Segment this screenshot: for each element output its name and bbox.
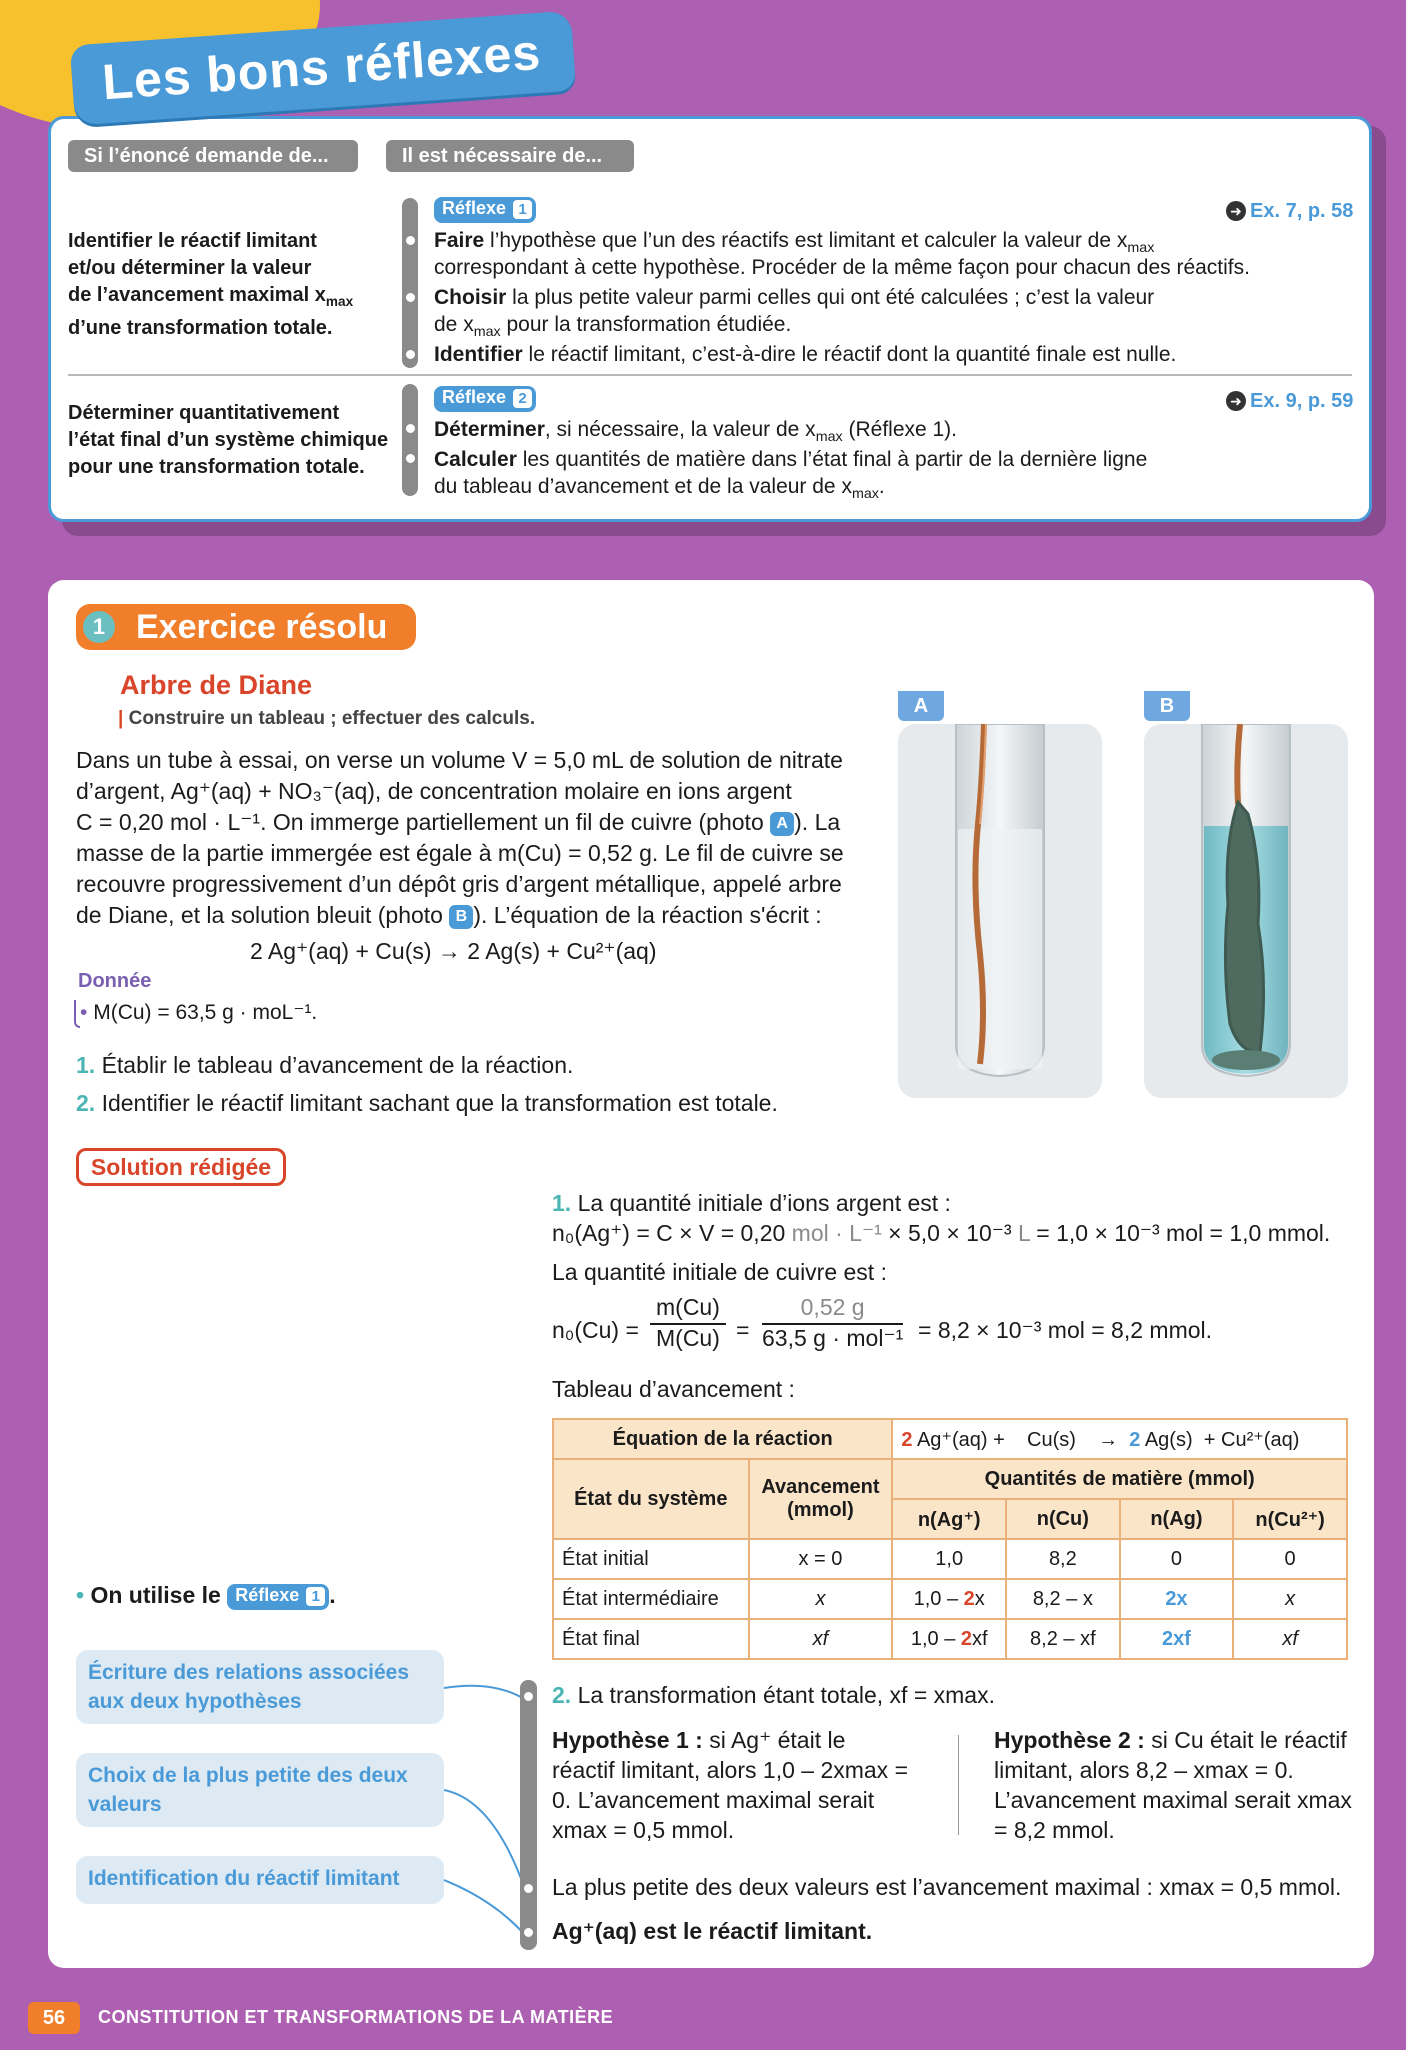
statement-line bbox=[76, 807, 876, 838]
table-cell: 2x bbox=[1120, 1579, 1234, 1619]
reflex2-task-line: Déterminer quantitativement bbox=[68, 402, 340, 424]
statement-line: masse de la partie immergée est égale à m(Cu) = 0,52 g. Le fil de cuivre se bbox=[76, 840, 844, 866]
photo-b[interactable] bbox=[1144, 724, 1348, 1098]
table-cell: 0 bbox=[1120, 1539, 1234, 1579]
state-cell: État final bbox=[553, 1619, 749, 1659]
reflex1-task-text: de l’avancement maximal x bbox=[68, 284, 326, 306]
reflex1-task bbox=[68, 228, 353, 342]
question-number: 2. bbox=[76, 1090, 96, 1116]
table-cell: x bbox=[1233, 1579, 1347, 1619]
photo-a-ref[interactable]: A bbox=[770, 812, 794, 836]
reflex1-badge-label: Réflexe bbox=[442, 198, 507, 218]
equals-sign: = bbox=[736, 1317, 750, 1343]
rail-dot bbox=[524, 1884, 533, 1893]
solution-1-line1 bbox=[552, 1188, 951, 1218]
solution-text: × 5,0 × 10⁻³ bbox=[881, 1220, 1018, 1246]
reflex1-task-line bbox=[68, 282, 353, 315]
column-header: n(Cu²⁺) bbox=[1233, 1499, 1347, 1539]
photo-b-label: B bbox=[1144, 691, 1190, 721]
equation-cell bbox=[892, 1419, 1347, 1459]
solution-text: = 1,0 × 10⁻³ mol = 1,0 mmol. bbox=[1029, 1220, 1331, 1246]
statement-line: recouvre progressivement d’un dépôt gris d’argent métallique, appelé arbre bbox=[76, 871, 842, 897]
step-text: du tableau d’avancement et de la valeur de x bbox=[434, 475, 852, 498]
step-keyword: Identifier bbox=[434, 343, 523, 366]
arrow-right-icon: ➜ bbox=[1226, 201, 1246, 221]
stoich-coef: 2 bbox=[1129, 1428, 1141, 1451]
reflex2-badge-label: Réflexe bbox=[442, 387, 507, 407]
statement-text: ). L’équation de la réaction s'écrit : bbox=[473, 902, 822, 928]
eq-part: Ag⁺(aq) + bbox=[912, 1428, 1005, 1451]
step-text: de x bbox=[434, 313, 474, 336]
eq-part: → bbox=[1098, 1428, 1119, 1451]
hypothesis-divider bbox=[958, 1735, 959, 1835]
advancement-header: Avancement (mmol) bbox=[749, 1459, 893, 1539]
reaction-equation: 2 Ag⁺(aq) + Cu(s) → 2 Ag(s) + Cu²⁺(aq) bbox=[250, 938, 657, 964]
reflex2-step2 bbox=[434, 446, 1334, 473]
reflex1-step1-cont: correspondant à cette hypothèse. Procéder de la même façon pour chacun des réactifs. bbox=[434, 256, 1250, 279]
table-cell: 1,0 bbox=[892, 1539, 1006, 1579]
fraction-result: = 8,2 × 10⁻³ mol = 8,2 mmol. bbox=[918, 1317, 1213, 1343]
equation-header: Équation de la réaction bbox=[553, 1419, 892, 1459]
table-cell: 0 bbox=[1233, 1539, 1347, 1579]
reflex1-exercise-ref: Ex. 7, p. 58 bbox=[1250, 200, 1354, 222]
exercise-subtitle: | Construire un tableau ; effectuer des calculs. bbox=[118, 708, 536, 729]
solution-2-line bbox=[552, 1680, 995, 1710]
rail-dot bbox=[406, 293, 415, 302]
arrow-right-icon: ➜ bbox=[1226, 391, 1246, 411]
table-row bbox=[553, 1619, 1347, 1659]
statement-text: C = 0,20 mol · L⁻¹. On immerge partiellement un fil de cuivre (photo bbox=[76, 809, 764, 835]
rail-dot bbox=[406, 454, 415, 463]
bullet: • bbox=[76, 1582, 85, 1608]
step-keyword: Déterminer bbox=[434, 418, 545, 441]
photo-a[interactable] bbox=[898, 724, 1102, 1098]
donnee-value bbox=[80, 1000, 317, 1025]
solution-1-line2 bbox=[552, 1218, 1330, 1248]
solution-1-line3: La quantité initiale de cuivre est : bbox=[552, 1259, 887, 1285]
stoich-coef: 2 bbox=[963, 1587, 975, 1610]
question-number: 1. bbox=[76, 1052, 96, 1078]
reflex1-task-line: Identifier le réactif limitant bbox=[68, 230, 317, 252]
donnee-label: Donnée bbox=[78, 970, 152, 992]
column-header-left: Si l’énoncé demande de... bbox=[68, 140, 358, 172]
reflex2-badge-number: 2 bbox=[513, 389, 532, 408]
rail-dot bbox=[406, 350, 415, 359]
reflex1-task-line: d’une transformation totale. bbox=[68, 317, 333, 339]
step-text: la plus petite valeur parmi celles qui ont été calculées ; c’est la valeur bbox=[506, 286, 1155, 309]
stoich-coef: 2 bbox=[901, 1428, 913, 1451]
test-tube-copper-image bbox=[898, 724, 1102, 1098]
solution-number: 2. bbox=[552, 1682, 572, 1708]
fraction-lhs: n₀(Cu) = bbox=[552, 1317, 639, 1343]
step-text: l’hypothèse que l’un des réactifs est limitant et calculer la valeur de x bbox=[484, 229, 1128, 252]
hypothesis-text: si Ag⁺ était le réactif limitant, alors 1,0 – 2xmax = 0. L’avancement maximal serait xmax = 0,5 mmol. bbox=[552, 1727, 909, 1843]
table-row bbox=[553, 1539, 1347, 1579]
eq-part: Ag(s) bbox=[1140, 1428, 1193, 1451]
question-2 bbox=[76, 1090, 778, 1117]
reflex1-exercise-link[interactable] bbox=[1226, 200, 1353, 223]
fraction-1 bbox=[650, 1294, 726, 1352]
reflex1-badge[interactable] bbox=[434, 197, 536, 223]
state-header: État du système bbox=[553, 1459, 749, 1539]
reflex-badge-number: 1 bbox=[306, 1587, 325, 1606]
solution-text: n₀(Ag⁺) = C × V = 0,20 bbox=[552, 1220, 792, 1246]
conclusion-max: La plus petite des deux valeurs est l’avancement maximal : xmax = 0,5 mmol. bbox=[552, 1874, 1342, 1900]
column-header-right: Il est nécessaire de... bbox=[386, 140, 634, 172]
cell-text: 1,0 – bbox=[910, 1627, 961, 1650]
table-cell bbox=[892, 1579, 1006, 1619]
max-subscript: max bbox=[325, 294, 354, 309]
on-utilise-text: On utilise le bbox=[90, 1582, 221, 1608]
step-text: les quantités de matière dans l’état final à partir de la dernière ligne bbox=[516, 448, 1148, 471]
reflex1-step2 bbox=[434, 284, 1334, 311]
reflex2-task-line: l’état final d’un système chimique bbox=[68, 429, 389, 451]
unit-text: L bbox=[1017, 1220, 1030, 1246]
table-cell: 8,2 – xf bbox=[1006, 1619, 1120, 1659]
question-text: Établir le tableau d’avancement de la réaction. bbox=[101, 1052, 574, 1078]
statement-text: ). La bbox=[794, 809, 841, 835]
rail-dot bbox=[406, 424, 415, 433]
max-subscript: max bbox=[815, 429, 843, 446]
fraction-2 bbox=[762, 1294, 903, 1352]
fraction-denominator: M(Cu) bbox=[656, 1325, 720, 1351]
max-subscript: max bbox=[851, 486, 879, 503]
reflex2-rail bbox=[402, 384, 418, 496]
state-cell: État intermédiaire bbox=[553, 1579, 749, 1619]
rail-dot bbox=[406, 236, 415, 245]
reflex2-badge[interactable] bbox=[434, 386, 536, 412]
reflex2-step2-cont: du tableau d’avancement et de la valeur de $x_{max}$. bbox=[434, 475, 885, 503]
table-cell: xf bbox=[1233, 1619, 1347, 1659]
photo-b-ref[interactable]: B bbox=[449, 905, 473, 929]
on-utilise-line: • On utilise le Réflexe 1 . bbox=[76, 1582, 336, 1608]
cell-text: xf bbox=[972, 1627, 988, 1650]
hypothesis-title: Hypothèse 2 : bbox=[994, 1727, 1145, 1753]
step-text: pour la transformation étudiée. bbox=[500, 313, 792, 336]
solution-text: La transformation étant totale, xf = xmax. bbox=[577, 1682, 995, 1708]
table-label: Tableau d’avancement : bbox=[552, 1376, 795, 1402]
reflex-badge-label: Réflexe bbox=[235, 1585, 300, 1605]
state-cell: État initial bbox=[553, 1539, 749, 1579]
exercise-tab bbox=[76, 604, 416, 650]
hypothesis-2 bbox=[994, 1725, 1354, 1845]
test-tube-silver-tree-image bbox=[1144, 724, 1348, 1098]
max-subscript: max bbox=[473, 324, 501, 341]
reflex1-rail bbox=[402, 198, 418, 368]
reflex1-inline-badge[interactable] bbox=[227, 1584, 329, 1610]
statement-line: Dans un tube à essai, on verse un volume V = 5,0 mL de solution de nitrate bbox=[76, 747, 843, 773]
cell-text: 1,0 – bbox=[913, 1587, 964, 1610]
question-text: Identifier le réactif limitant sachant que la transformation est totale. bbox=[101, 1090, 778, 1116]
reflex2-task bbox=[68, 400, 388, 481]
chapter-title: CONSTITUTION ET TRANSFORMATIONS DE LA MATIÈRE bbox=[98, 2007, 614, 2027]
exercise-title: Arbre de Diane bbox=[120, 670, 313, 700]
donnee-value-text: M(Cu) = 63,5 g · moL⁻¹. bbox=[93, 1001, 318, 1024]
cell-text: x bbox=[974, 1587, 985, 1610]
max-subscript: max bbox=[1127, 240, 1155, 257]
exercise-number: 1 bbox=[83, 611, 115, 643]
table-cell: 8,2 bbox=[1006, 1539, 1120, 1579]
eq-part: Cu(s) bbox=[1027, 1428, 1076, 1451]
fraction-numerator-text: 0,52 g bbox=[800, 1294, 865, 1320]
step-text: le réactif limitant, c’est-à-dire le réactif dont la quantité finale est nulle. bbox=[522, 343, 1177, 366]
reflex2-task-line: pour une transformation totale. bbox=[68, 456, 365, 478]
question-1 bbox=[76, 1052, 573, 1079]
column-header: n(Cu) bbox=[1006, 1499, 1120, 1539]
solution-badge: Solution rédigée bbox=[76, 1148, 286, 1186]
step-text: (Réflexe 1). bbox=[842, 418, 958, 441]
solution-number: 1. bbox=[552, 1190, 572, 1216]
table-row bbox=[553, 1459, 1347, 1499]
advancement-table bbox=[552, 1418, 1348, 1660]
exercise-subtitle-text: Construire un tableau ; effectuer des calculs. bbox=[128, 708, 536, 729]
table-row bbox=[553, 1419, 1347, 1459]
photo-a-label: A bbox=[898, 691, 944, 721]
step-keyword: Calculer bbox=[434, 448, 517, 471]
table-cell: 2xf bbox=[1120, 1619, 1234, 1659]
section-divider bbox=[68, 374, 1352, 376]
fraction-numerator bbox=[762, 1294, 903, 1325]
step-text: , si nécessaire, la valeur de x bbox=[544, 418, 816, 441]
column-header: n(Ag⁺) bbox=[892, 1499, 1006, 1539]
rail-dot bbox=[524, 1928, 533, 1937]
column-header: n(Ag) bbox=[1120, 1499, 1234, 1539]
statement-line: d’argent, Ag⁺(aq) + NO₃⁻(aq), de concentration molaire en ions argent bbox=[76, 778, 792, 804]
solution-rail bbox=[520, 1680, 537, 1950]
bullet: • bbox=[80, 1001, 88, 1024]
table-cell: 8,2 – x bbox=[1006, 1579, 1120, 1619]
advancement-cell: xf bbox=[749, 1619, 893, 1659]
stoich-coef: 2 bbox=[960, 1627, 973, 1650]
unit-text: mol · L⁻¹ bbox=[791, 1220, 882, 1246]
step-keyword: Faire bbox=[434, 229, 485, 252]
advancement-cell: x = 0 bbox=[749, 1539, 893, 1579]
reflex1-step3 bbox=[434, 341, 1334, 368]
table-row bbox=[553, 1579, 1347, 1619]
reflexes-title: Les bons réflexes bbox=[100, 23, 543, 111]
hypothesis-title: Hypothèse 1 : bbox=[552, 1727, 703, 1753]
reflex1-task-line: et/ou déterminer la valeur bbox=[68, 257, 312, 279]
hypothesis-1 bbox=[552, 1725, 912, 1845]
eq-part: + Cu²⁺(aq) bbox=[1203, 1428, 1300, 1451]
reflex2-exercise-link[interactable] bbox=[1226, 390, 1353, 413]
step-keyword: Choisir bbox=[434, 286, 507, 309]
statement-text: de Diane, et la solution bleuit (photo bbox=[76, 902, 443, 928]
reflex1-badge-number: 1 bbox=[513, 200, 532, 219]
reflex2-exercise-ref: Ex. 9, p. 59 bbox=[1250, 390, 1354, 412]
table-cell bbox=[892, 1619, 1006, 1659]
advancement-cell: x bbox=[749, 1579, 893, 1619]
rail-dot bbox=[524, 1692, 533, 1701]
conclusion-limiting: Ag⁺(aq) est le réactif limitant. bbox=[552, 1918, 873, 1944]
fraction-numerator: m(Cu) bbox=[650, 1294, 726, 1325]
exercise-statement bbox=[76, 745, 876, 931]
statement-line bbox=[76, 900, 876, 931]
hypothesis-text: si Cu était le réactif limitant, alors 8,2 – xmax = 0. L’avancement maximal serait xmax = 8,2 mmol. bbox=[994, 1727, 1352, 1843]
note-hypotheses: Écriture des relations associées aux deux hypothèses bbox=[76, 1650, 444, 1724]
solution-text: La quantité initiale d’ions argent est : bbox=[577, 1190, 951, 1216]
exercise-tab-title: Exercice résolu bbox=[136, 608, 388, 646]
note-limiting-reagent: Identification du réactif limitant bbox=[76, 1856, 444, 1904]
note-smallest-value: Choix de la plus petite des deux valeurs bbox=[76, 1753, 444, 1827]
fraction-denominator: 63,5 g · mol⁻¹ bbox=[762, 1325, 904, 1351]
page-number: 56 bbox=[28, 2002, 80, 2034]
quantities-header: Quantités de matière (mmol) bbox=[892, 1459, 1347, 1499]
